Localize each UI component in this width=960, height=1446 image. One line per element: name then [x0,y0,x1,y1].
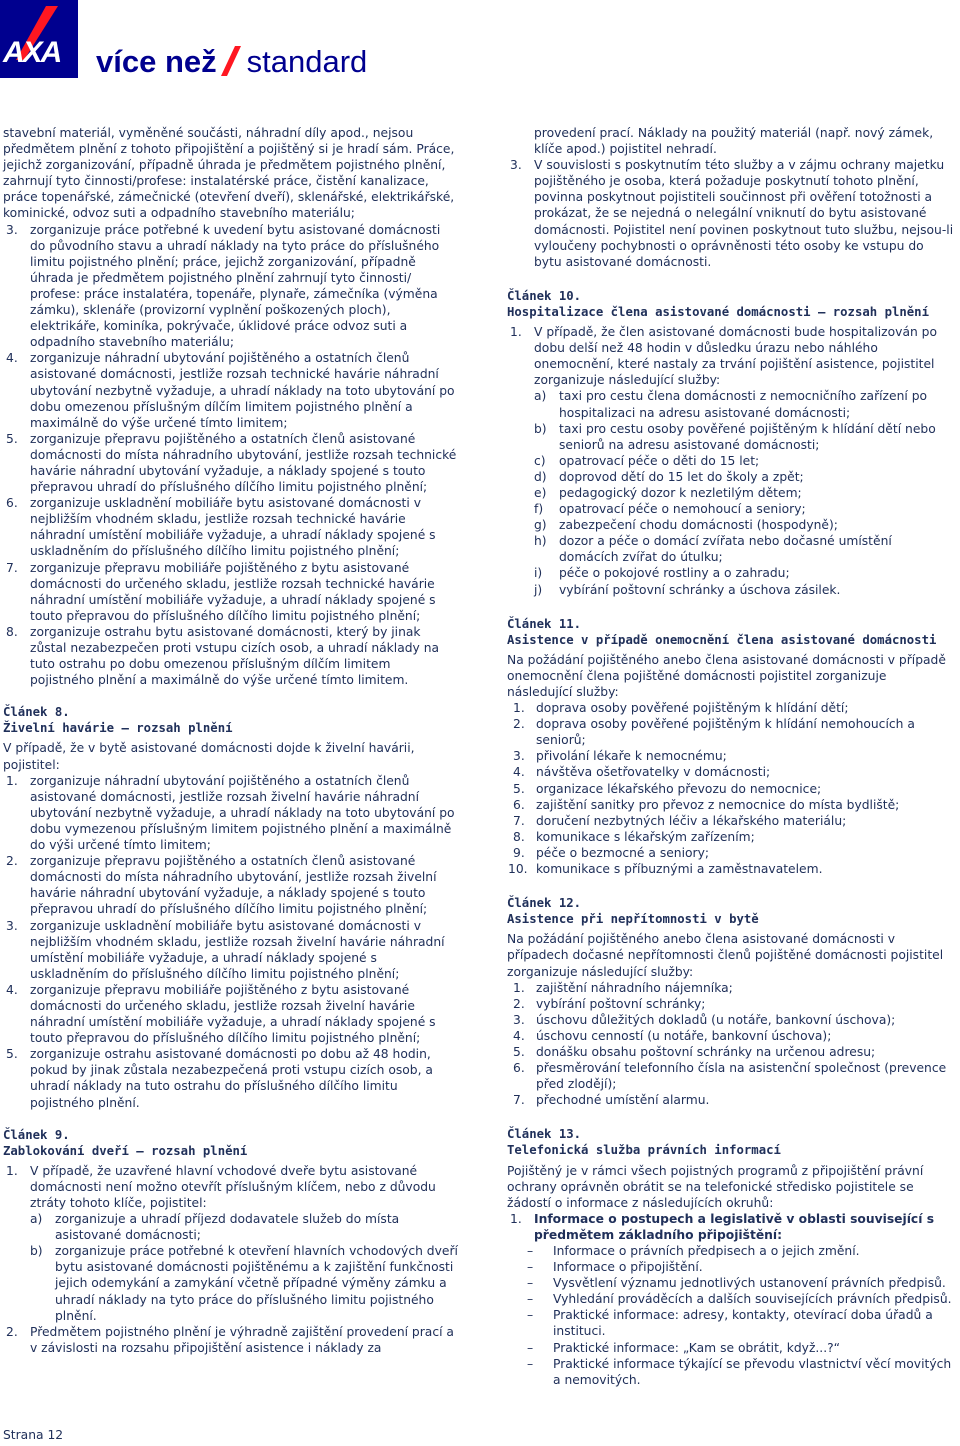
list-item [507,996,955,1012]
sub-letter: j) [534,582,543,597]
article-12-number: Článek 12. [507,896,582,911]
dash-text: Praktické informace týkající se převodu vlastnictví věcí movitých a nemovitých. [553,1356,952,1387]
sub-item [534,533,955,565]
item-text: úschovu důležitých dokladů (u notáře, bankovní úschova); [536,1012,896,1027]
item-text: doprava osoby pověřené pojištěným k hlídání nemohoucích a seniorů; [536,717,915,748]
article-8-title: Živelní havárie – rozsah plnění [3,721,233,736]
list-item [3,773,458,853]
list-item [507,845,955,861]
tagline-rest: standard [246,44,368,79]
item-number: 7. [513,813,525,828]
sub-text: doprovod dětí do 15 let do školy a zpět; [559,469,804,484]
article-9-number: Článek 9. [3,1127,70,1142]
sub-letter: d) [534,469,547,484]
article-13-number: Článek 13. [507,1127,582,1142]
sub-item [30,1243,458,1323]
item-number: 9. [513,845,525,860]
item-number: 2. [6,854,18,869]
sub-text: zabezpečení chodu domácnosti (hospodyně); [559,518,838,533]
item-text: zorganizuje přepravu mobiliáře pojištěného z bytu asistované domácnosti do určeného skladu, jestliže rozsah technické havárie náhradní umístění mobiliáře vyžaduje, a uhradí náklady spojené s touto přepravou do příslušného dílčího limitu pojistného plnění; [30,560,436,623]
item-number: 4. [513,1028,525,1043]
list-item [507,829,955,845]
item-number: 1. [510,325,522,340]
item-number: 1. [513,980,525,995]
sub-item [534,453,955,469]
sub-text: dozor a péče o domácí zvířata nebo dočasné umístění domácích zvířat do útulku; [559,534,892,565]
article-12-title: Asistence při nepřítomnosti v bytě [507,912,759,927]
item-text: zajištění náhradního nájemníka; [536,980,733,995]
item-number: 7. [6,560,18,575]
dash-item [507,1291,955,1307]
list-item [507,1060,955,1092]
item-text: provedení prací. Náklady na použitý materiál (např. nový zámek, klíče apod.) pojistitel nehradí. [534,126,934,157]
item-number: 6. [513,1061,525,1076]
sub-item [534,485,955,501]
sub-letter: a) [30,1212,43,1227]
item-text: návštěva ošetřovatelky v domácnosti; [536,765,771,780]
list-item [507,716,955,748]
dash-mark: – [527,1244,534,1258]
item-text: doručení nezbytných léčiv a lékařského materiálu; [536,813,847,828]
list-item [3,495,458,559]
list-items-a [3,222,458,689]
item-text: zorganizuje přepravu pojištěného a ostatních členů asistované domácnosti do místa náhradního ubytování, jestliže rozsah živelní havárie náhradní ubytování vyžaduje, a náklady spojené s touto přepravou uhradí do příslušného dílčího limitu pojistného plnění; [30,854,437,917]
item-number: 4. [6,982,18,997]
item-text: V souvislosti s poskytnutím této služby a v zájmu ochrany majetku pojištěného je osoba, která požaduje poskytnutí tohoto plnění, povinna poskytnout pojistiteli součinnost při ověření totožnosti a prokázat, že se nejedná o nelegální vniknutí do bytu asistované domácnosti. Pojistitel není povinen poskytnout tuto službu, nejsou-li vyloučeny pochybnosti o oprávněnosti této osoby ke vstupu do bytu asistované domácnosti. [534,158,954,269]
sub-text: zorganizuje práce potřebné k otevření hlavních vchodových dveří bytu asistované domácnosti pojištěnému a k zajištění funkčnosti jejich odemykání a zamykání včetně případné výměny zámku a uhradí náklady na tyto práce do příslušného limitu pojistného plnění. [55,1244,458,1323]
sub-text: péče o pokojové rostliny a o zahradu; [559,566,790,581]
right-column [507,125,955,1388]
dash-text: Vyhledání prováděcích a dalších souvisejících právních předpisů. [553,1292,952,1307]
item-text: přivolání lékaře k nemocnému; [536,749,727,764]
sub-item [534,469,955,485]
item-number: 5. [6,431,18,446]
list-item-continued [507,125,955,157]
article-12-intro: Na požádání pojištěného anebo člena asistované domácnosti v případech dočasné nepřítomnosti členů pojištěné domácnosti pojistitel zorganizuje následující služby: [507,932,944,979]
item-text: úschovu cenností (u notáře, bankovní úschova); [536,1028,832,1043]
dash-mark: – [527,1356,534,1371]
dash-item [507,1307,955,1339]
item-number: 3. [510,158,522,173]
sub-text: zorganizuje a uhradí příjezd dodavatele služeb do místa asistované domácnosti; [55,1212,400,1243]
article-11-title: Asistence v případě onemocnění člena asistované domácnosti [507,632,937,647]
item-number: 5. [513,1044,525,1059]
list-item [3,1046,458,1110]
item-number: 4. [6,351,18,366]
dash-mark: – [527,1260,534,1275]
item-text: zorganizuje přepravu pojištěného a ostatních členů asistované domácnosti do místa náhradního ubytování, jestliže rozsah technické havárie náhradní ubytování vyžaduje, a náklady spojené s touto přepravou uhradí do příslušného dílčího limitu pojistného plnění; [30,431,457,495]
dash-mark: – [527,1276,534,1291]
sub-item [534,582,955,598]
list-item [507,980,955,996]
sub-text: opatrovací péče o nemohoucí a seniory; [559,502,806,517]
sub-item [534,517,955,533]
dash-mark: – [527,1340,534,1355]
sub-text: vybírání poštovní schránky a úschova zásilek. [559,582,841,597]
tagline [96,42,367,80]
item-text: zorganizuje ostrahu asistované domácnosti po dobu až 48 hodin, pokud by jinak zůstala nezabezpečená proti vstupu cizích osob, a uhradí náklady na tuto ostrahu do příslušného dílčího limitu pojistného plnění. [30,1047,433,1110]
sub-item [30,1211,458,1243]
dash-item [507,1259,955,1275]
item-number: 3. [6,222,18,237]
dash-mark: – [527,1292,534,1307]
item-number: 8. [513,829,525,844]
sub-item [534,421,955,453]
item-text: zajištění sanitky pro převoz z nemocnice do místa bydliště; [536,797,900,812]
item-number: 3. [513,1012,525,1027]
article-10-title: Hospitalizace člena asistované domácnosti – rozsah plnění [507,304,929,319]
list-item [3,853,458,917]
svg-text:AXA: AXA [3,36,61,69]
item-number: 4. [513,765,525,780]
list-item [507,813,955,829]
item-text: donášku obsahu poštovní schránky na určenou adresu; [536,1044,876,1059]
list-items-b [3,773,458,1111]
list-item [507,1092,955,1108]
article-13-intro: Pojištěný je v rámci všech pojistných programů z připojištění právní ochrany oprávněn obrátit se na telefonické středisko pojistitele se žádostí o informace z následujících okruhů: [507,1163,924,1210]
list-item [507,748,955,764]
sub-letter: g) [534,518,547,533]
item-text: komunikace s příbuznými a zaměstnavatelem. [536,862,823,877]
sub-text: taxi pro cestu osoby pověřené pojištěným k hlídání dětí nebo seniorů na adresu asistované domácnosti; [559,421,936,452]
item-text: doprava osoby pověřené pojištěným k hlídání dětí; [536,701,849,716]
sub-letter: f) [534,502,544,517]
item-number: 5. [6,1047,18,1062]
item-number: 2. [513,717,525,732]
list-item [507,324,955,598]
item-text: Informace o postupech a legislativě v oblasti související s předmětem základního připojištění: [534,1211,935,1242]
list-item [507,700,955,716]
item-text: vybírání poštovní schránky; [536,996,706,1011]
list-item [507,1211,955,1243]
item-text: V případě, že uzavřené hlavní vchodové dveře bytu asistované domácnosti není možno otevřít příslušným klíčem, nebo z důvodu ztráty tohoto klíče, pojistitel: [30,1163,436,1210]
list-item [3,982,458,1046]
article-10-number: Článek 10. [507,288,582,303]
sub-letter: b) [534,421,547,436]
item-number: 2. [513,996,525,1011]
item-text: komunikace s lékařským zařízením; [536,829,755,844]
page-number: Strana 12 [3,1428,64,1442]
dash-mark: – [527,1308,534,1323]
tagline-bold: více než [96,44,217,79]
item-text: Předmětem pojistného plnění je výhradně zajištění provedení prací a v závislosti na rozsahu připojištění asistence i náklady za [30,1324,454,1355]
dash-text: Praktické informace: „Kam se obrátit, když...?“ [553,1340,841,1355]
left-intro-paragraph: stavební materiál, vyměněné součásti, náhradní díly apod., nejsou předmětem plnění z tohoto připojištění a pojištěný si je hradí sám. Práce, jejichž zorganizování, případně úhrada je předmětem pojistného plnění, zahrnují tyto činnosti/profese: instalatérské práce, čistění kanalizace, práce topenářské, zámečnické (otevření dveří), sklenářské, elektrikářské, kominické, odvoz suti a odpadního stavebního materiálu; [3,126,455,221]
list-item [507,1044,955,1060]
sub-item [534,388,955,420]
item-text: zorganizuje ostrahu bytu asistované domácnosti, který by jinak zůstal nezabezpečen proti vstupu cizích osob, a uhradí náklady na tuto ostrahu po dobu omezenou příslušným dílčím limitem pojistného plnění a maximálně do výše určené tímto limitem. [30,624,440,688]
sub-letter: b) [30,1244,43,1259]
item-text: přesměrování telefonního čísla na asistenční společnost (prevence před zlodějí); [536,1061,947,1092]
sub-text: taxi pro cestu člena domácnosti z nemocničního zařízení po hospitalizaci na adresu asistované domácnosti; [559,389,928,420]
article-9-title: Zablokování dveří – rozsah plnění [3,1143,248,1158]
sub-letter: a) [534,389,547,404]
dash-text: Informace o právních předpisech a o jejich změní. [553,1244,860,1258]
item-number: 1. [6,773,18,788]
article-8-intro: V případě, že v bytě asistované domácnosti dojde k živelní havárii, pojistitel: [3,741,415,772]
list-item [507,157,955,270]
dash-item [507,1275,955,1291]
sub-text: pedagogický dozor k nezletilým dětem; [559,485,802,500]
left-column [3,125,458,1356]
axa-logo [0,0,78,78]
item-number: 10. [508,862,528,877]
list-item [3,350,458,430]
article-13-dash-list [507,1243,955,1388]
item-number: 3. [513,749,525,764]
item-number: 7. [513,1093,525,1108]
list-item [507,781,955,797]
item-number: 1. [510,1211,522,1226]
slash-mark [221,46,241,76]
dash-text: Informace o připojištění. [553,1260,703,1275]
item-text: V případě, že člen asistované domácnosti bude hospitalizován po dobu delší než 48 hodin v důsledku úrazu nebo náhlého onemocnění, které nastaly za trvání pojištění asistence, pojistitel zorganizuje následující služby: [534,325,938,388]
item-text: přechodné umístění alarmu. [536,1093,710,1108]
article-11-intro: Na požádání pojištěného anebo člena asistované domácnosti v případě onemocnění člena pojištěné domácnosti pojistitel zorganizuje následující služby: [507,652,946,699]
list-item [507,1028,955,1044]
item-text: zorganizuje náhradní ubytování pojištěného a ostatních členů asistované domácnosti, jestliže rozsah živelní havárie náhradní ubytování nezbytně vyžaduje, a uhradí náklady na toto ubytování po dobu vymezenou příslušným limitem pojistného plnění a maximálně do výši určené tímto limitem; [30,773,455,853]
item-text: zorganizuje přepravu mobiliáře pojištěného z bytu asistované domácnosti do určeného skladu, jestliže rozsah živelní havárie náhradní umístění mobiliáře vyžaduje, a uhradí náklady spojené s touto přepravou do příslušného dílčího limitu pojistného plnění; [30,982,436,1046]
list-item [507,861,955,877]
dash-item [507,1243,955,1259]
sub-letter: h) [534,534,547,549]
item-number: 1. [513,701,525,716]
item-number: 6. [6,496,18,511]
item-text: zorganizuje uskladnění mobiliáře bytu asistované domácnosti v nejbližším vhodném skladu, jestliže rozsah živelní havárie náhradní umístění mobiliáře vyžaduje, a uhradí náklady spojené s uskladněním do příslušného dílčího limitu pojistného plnění; [30,918,445,981]
dash-text: Praktické informace: adresy, kontakty, otevírací doba úřadů a instituci. [553,1308,933,1339]
list-item [3,560,458,624]
item-number: 2. [6,1324,18,1339]
item-number: 8. [6,624,18,639]
item-text: zorganizuje uskladnění mobiliáře bytu asistované domácnosti v nejbližším vhodném skladu, jestliže rozsah technické havárie náhradní umístění mobiliáře vyžaduje, a uhradí náklady spojené s uskladněním do příslušného dílčího limitu pojistného plnění; [30,496,436,559]
article-13-title: Telefonická služba právních informací [507,1143,781,1158]
item-text: zorganizuje náhradní ubytování pojištěného a ostatních členů asistované domácnosti, jestliže rozsah technické havárie náhradní ubytování nezbytně vyžaduje, a uhradí náklady na toto ubytování po dobu omezenou příslušným dílčím limitem pojistného plnění a maximálně do výše určené tímto limitem; [30,351,455,430]
list-item [3,624,458,688]
item-number: 6. [513,797,525,812]
item-text: péče o bezmocné a seniory; [536,845,710,860]
list-item [3,222,458,351]
dash-item [507,1340,955,1356]
item-number: 3. [6,918,18,933]
dash-item [507,1356,955,1388]
list-item [3,431,458,495]
article-12-list [507,980,955,1109]
item-text: organizace lékařského převozu do nemocnice; [536,781,822,796]
item-number: 5. [513,781,525,796]
article-8-number: Článek 8. [3,705,70,720]
dash-text: Vysvětlení významu jednotlivých ustanovení právních předpisů. [553,1276,946,1291]
article-11-list [507,700,955,877]
sub-letter: c) [534,453,546,468]
sub-item [534,501,955,517]
item-number: 1. [6,1163,18,1178]
article-11-number: Článek 11. [507,616,582,631]
item-text: zorganizuje práce potřebné k uvedení bytu asistované domácnosti do původního stavu a uhradí náklady na tyto práce do příslušného limitu pojistného plnění; práce, jejichž zorganizování, případně úhrada je předmětem pojistného plnění zahrnují tyto činnosti/ profese: práce instalatéra, topenáře, plynaře, zámečníka (výměna zámku), sklenáře (provizorní vyplnění poškozených ploch), elektrikáře, kominíka, pokrývače, úklidové práce odvoz suti a odpadního stavebního materiálu; [30,222,441,350]
sub-letter: e) [534,485,547,500]
sub-text: opatrovací péče o děti do 15 let; [559,453,760,468]
list-item [507,1012,955,1028]
list-item [3,1163,458,1324]
list-item [507,764,955,780]
sub-letter: i) [534,566,543,581]
sub-item [534,565,955,581]
list-item [3,918,458,982]
list-item [3,1324,458,1356]
list-item [507,797,955,813]
